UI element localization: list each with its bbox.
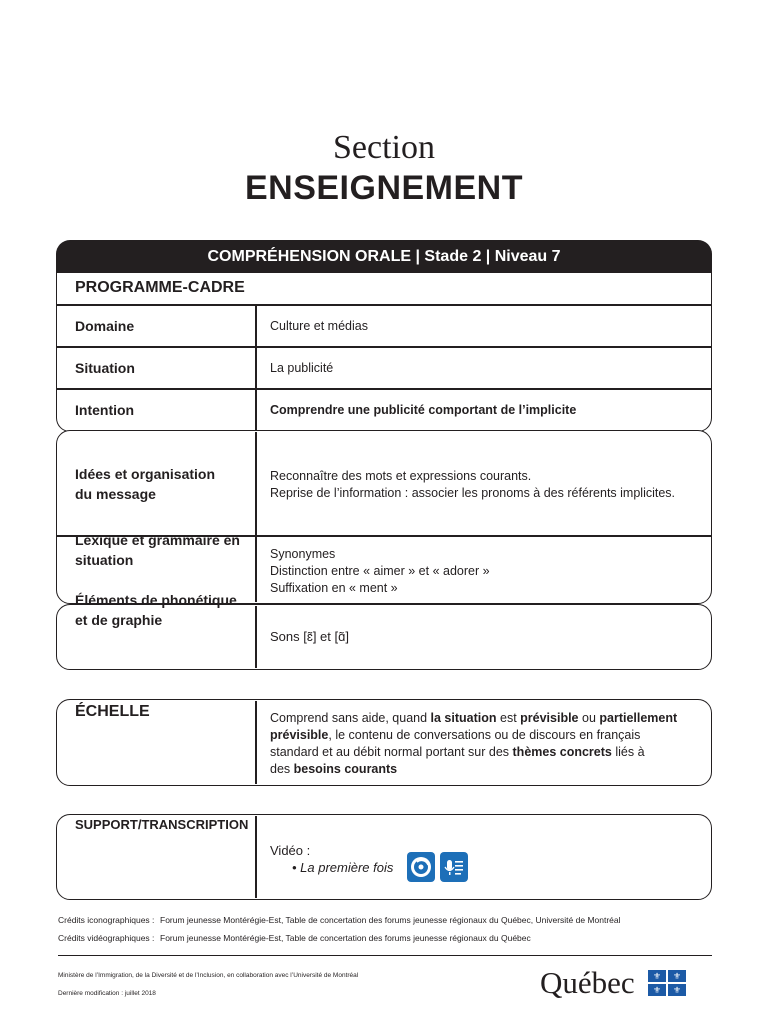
microphone-transcript-icon[interactable]: [440, 852, 468, 882]
idees-value: Reconnaître des mots et expressions courants. Reprise de l’information : associer les pronoms à des référents implicites.: [270, 469, 676, 500]
divider: [56, 346, 712, 348]
situation-label: Situation: [75, 360, 135, 376]
support-label: SUPPORT/TRANSCRIPTION: [75, 817, 249, 832]
intention-label: Intention: [75, 402, 135, 418]
disc-play-icon[interactable]: [407, 852, 435, 882]
column-divider: [255, 701, 257, 784]
column-divider: [255, 432, 257, 602]
footer-divider: [58, 955, 712, 956]
ministry-note: Ministère de l’Immigration, de la Diversité et de l’Inclusion, en collaboration avec l’Université de Montréal: [58, 972, 359, 979]
phonetique-value: Sons [ɛ̃] et [ɑ̃]: [270, 629, 349, 644]
divider: [56, 388, 712, 390]
situation-value: La publicité: [270, 361, 334, 375]
quebec-flag-icon: ⚜ ⚜ ⚜ ⚜: [648, 970, 686, 996]
last-modified: Dernière modification : juillet 2018: [58, 990, 156, 997]
quebec-logo-text: Québec: [540, 965, 635, 1000]
divider: [56, 304, 712, 306]
programme-cadre-title: PROGRAMME-CADRE: [75, 279, 245, 296]
lexique-value: Synonymes Distinction entre « aimer » et « adorer » Suffixation en « ment »: [270, 547, 490, 595]
column-divider: [255, 606, 257, 668]
echelle-label: ÉCHELLE: [75, 703, 150, 720]
section-heading: Section: [333, 129, 435, 166]
level-header: COMPRÉHENSION ORALE | Stade 2 | Niveau 7: [56, 240, 712, 273]
credits-videographiques: Crédits vidéographiques : Forum jeunesse Montérégie-Est, Table de concertation des forums jeunesse régionaux du Québec: [58, 933, 531, 943]
intention-value: Comprendre une publicité comportant de l’implicite: [270, 403, 577, 417]
idees-label: Idées et organisation du message: [75, 466, 216, 502]
column-divider: [255, 816, 257, 898]
phonetique-label: Éléments de phonétique et de graphie: [75, 592, 237, 628]
echelle-text: Comprend sans aide, quand la situation est prévisible ou partiellement prévisible, le contenu de conversations ou de discours en français standard et au débit normal portant sur des thèmes concrets liés à des besoins courants: [270, 711, 678, 776]
domaine-label: Domaine: [75, 318, 135, 334]
domaine-value: Culture et médias: [270, 319, 368, 333]
lexique-label: Lexique et grammaire en situation: [75, 532, 240, 568]
video-item[interactable]: • La première fois: [292, 860, 394, 875]
column-divider: [255, 304, 257, 430]
page-title: ENSEIGNEMENT: [244, 169, 524, 207]
credits-iconographiques: Crédits iconographiques : Forum jeunesse Montérégie-Est, Table de concertation des forums jeunesse régionaux du Québec, Université de Montréal: [58, 915, 621, 925]
video-label: Vidéo :: [270, 843, 311, 858]
